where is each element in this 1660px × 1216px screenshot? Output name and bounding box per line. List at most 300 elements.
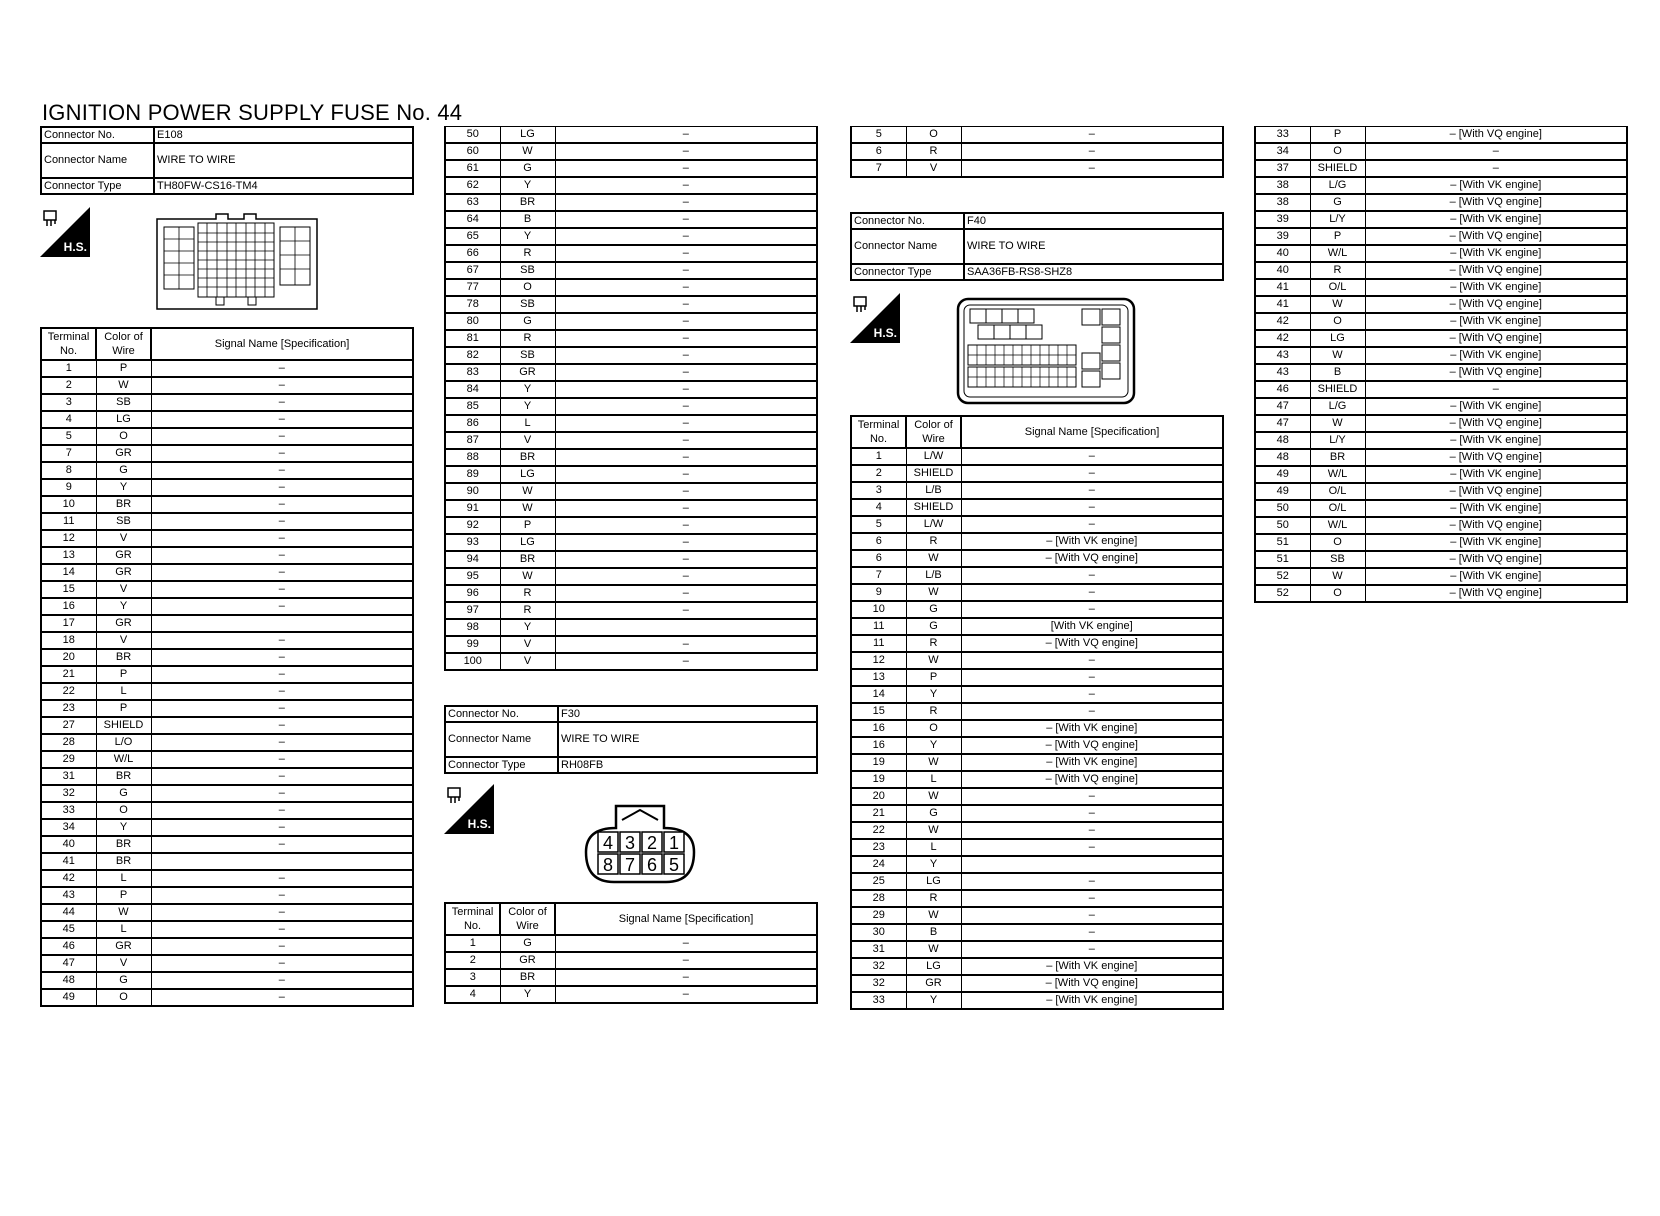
signal-name-cell: – (151, 513, 413, 530)
wire-color-cell: LG (1310, 330, 1365, 347)
wire-color-cell: W (906, 584, 961, 601)
f30-pin-label: 4 (602, 833, 614, 853)
terminal-no-cell: 16 (851, 720, 906, 737)
table-row (445, 449, 817, 466)
signal-name-cell: – (961, 822, 1223, 839)
harness-side-icon (444, 784, 494, 834)
signal-name-cell (151, 853, 413, 870)
table-row (445, 398, 817, 415)
table-row (1255, 432, 1627, 449)
table-row (445, 143, 817, 160)
wire-color-cell: O (1310, 534, 1365, 551)
wire-color-cell: O (1310, 143, 1365, 160)
signal-name-cell: – (151, 479, 413, 496)
signal-name-cell: – [With VQ engine] (961, 975, 1223, 992)
table-row (41, 751, 413, 768)
terminal-no-cell: 98 (445, 619, 500, 636)
terminal-no-cell: 8 (41, 462, 96, 479)
terminal-no-cell: 19 (851, 771, 906, 788)
signal-name-cell: – (555, 432, 817, 449)
wire-color-cell: W (906, 822, 961, 839)
terminal-no-cell: 9 (41, 479, 96, 496)
table-row (1255, 262, 1627, 279)
terminal-no-cell: 88 (445, 449, 500, 466)
terminal-no-cell: 28 (851, 890, 906, 907)
f30-pin-label: 8 (602, 855, 614, 875)
signal-name-cell: – (961, 873, 1223, 890)
table-row (41, 462, 413, 479)
table-row (851, 499, 1223, 516)
table-row (445, 127, 817, 144)
terminal-no-cell: 2 (41, 377, 96, 394)
wire-color-cell: R (500, 330, 555, 347)
table-row (1255, 500, 1627, 517)
table-row (445, 347, 817, 364)
terminal-no-cell: 6 (851, 533, 906, 550)
terminal-no-cell: 3 (445, 969, 500, 986)
signal-name-cell: – (555, 551, 817, 568)
table-row (445, 483, 817, 500)
header-terminal-no: Terminal No. (445, 903, 500, 935)
wire-color-cell: BR (96, 649, 151, 666)
wire-color-cell: G (500, 313, 555, 330)
hs-label: H.S. (873, 326, 897, 340)
terminal-no-cell: 7 (851, 160, 906, 177)
terminal-no-cell: 45 (41, 921, 96, 938)
connector-type-label: Connector Type (851, 264, 964, 280)
signal-name-cell: – [With VK engine] (961, 533, 1223, 550)
signal-name-cell: – (151, 649, 413, 666)
table-row (851, 992, 1223, 1009)
wire-color-cell: W (500, 500, 555, 517)
signal-name-cell: – (961, 788, 1223, 805)
table-row (445, 313, 817, 330)
page-title: IGNITION POWER SUPPLY FUSE No. 44 (42, 100, 463, 125)
signal-name-cell: – (961, 924, 1223, 941)
terminal-no-cell: 87 (445, 432, 500, 449)
f30-pin-label: 7 (624, 855, 636, 875)
table-row (41, 581, 413, 598)
wire-color-cell: W/L (96, 751, 151, 768)
terminal-no-cell: 13 (41, 547, 96, 564)
signal-name-cell: – (151, 751, 413, 768)
terminal-no-cell: 80 (445, 313, 500, 330)
terminal-no-cell: 31 (41, 768, 96, 785)
signal-name-cell: – (961, 465, 1223, 482)
wire-color-cell: W (906, 652, 961, 669)
table-row (1255, 177, 1627, 194)
wire-color-cell: GR (96, 445, 151, 462)
wire-color-cell: O (500, 279, 555, 296)
table-row (1255, 483, 1627, 500)
signal-name-cell: – (555, 364, 817, 381)
wire-color-cell: R (906, 635, 961, 652)
table-row (41, 819, 413, 836)
signal-name-cell: – (555, 330, 817, 347)
wire-color-cell: Y (906, 856, 961, 873)
wire-color-cell: Y (906, 686, 961, 703)
signal-name-cell: – (555, 194, 817, 211)
header-color-of-wire: Color of Wire (96, 328, 151, 360)
signal-name-cell: – (151, 683, 413, 700)
table-row (1255, 127, 1627, 144)
wire-color-cell: L (96, 921, 151, 938)
terminal-no-cell: 40 (41, 836, 96, 853)
signal-name-cell: – (555, 211, 817, 228)
table-row (41, 955, 413, 972)
signal-name-cell: – [With VQ engine] (1365, 194, 1627, 211)
signal-name-cell: – (1365, 160, 1627, 177)
signal-name-cell: – (151, 819, 413, 836)
table-row (851, 686, 1223, 703)
signal-name-cell: – (555, 952, 817, 969)
table-row (445, 262, 817, 279)
f30-pin-label: 3 (624, 833, 636, 853)
wire-color-cell: P (1310, 228, 1365, 245)
terminal-no-cell: 66 (445, 245, 500, 262)
table-row (445, 330, 817, 347)
wire-color-cell: W (96, 377, 151, 394)
terminal-no-cell: 21 (41, 666, 96, 683)
terminal-no-cell: 90 (445, 483, 500, 500)
terminal-no-cell: 96 (445, 585, 500, 602)
signal-name-cell: – (555, 986, 817, 1003)
terminal-no-cell: 39 (1255, 228, 1310, 245)
table-row (445, 602, 817, 619)
table-row (41, 683, 413, 700)
table-row (445, 619, 817, 636)
signal-name-cell (961, 856, 1223, 873)
terminal-no-cell: 40 (1255, 262, 1310, 279)
table-row (1255, 194, 1627, 211)
terminal-no-cell: 11 (851, 635, 906, 652)
signal-name-cell: – (555, 381, 817, 398)
wire-color-cell: SHIELD (96, 717, 151, 734)
wire-color-cell: W (906, 907, 961, 924)
wire-color-cell: SB (500, 262, 555, 279)
wire-color-cell: SB (500, 347, 555, 364)
terminal-no-cell: 4 (41, 411, 96, 428)
signal-name-cell: – [With VK engine] (1365, 245, 1627, 262)
table-row (1255, 245, 1627, 262)
signal-name-cell: – (961, 941, 1223, 958)
terminal-no-cell: 32 (851, 975, 906, 992)
wire-color-cell: Y (500, 986, 555, 1003)
signal-name-cell (555, 619, 817, 636)
wire-color-cell: R (1310, 262, 1365, 279)
wire-color-cell: O (96, 989, 151, 1006)
f30-pin-label: 1 (668, 833, 680, 853)
table-row (41, 972, 413, 989)
wire-color-cell: L/Y (1310, 432, 1365, 449)
terminal-no-cell: 17 (41, 615, 96, 632)
signal-name-cell: – (555, 296, 817, 313)
wire-color-cell: V (500, 636, 555, 653)
wire-color-cell: P (96, 360, 151, 377)
signal-name-cell: – [With VQ engine] (1365, 585, 1627, 602)
table-row (1255, 296, 1627, 313)
terminal-no-cell: 2 (851, 465, 906, 482)
terminal-no-cell: 40 (1255, 245, 1310, 262)
signal-name-cell: – (961, 516, 1223, 533)
signal-name-cell: – (151, 836, 413, 853)
terminal-no-cell: 43 (41, 887, 96, 904)
signal-name-cell: – (151, 938, 413, 955)
table-row (41, 445, 413, 462)
table-row (445, 636, 817, 653)
wire-color-cell: W (1310, 296, 1365, 313)
signal-name-cell: – (961, 669, 1223, 686)
connector-type-label: Connector Type (445, 757, 558, 773)
wire-color-cell: L (96, 870, 151, 887)
signal-name-cell: – (555, 127, 817, 144)
table-row (851, 584, 1223, 601)
header-terminal-no: Terminal No. (851, 416, 906, 448)
signal-name-cell: – [With VQ engine] (1365, 483, 1627, 500)
wire-color-cell: L/B (906, 567, 961, 584)
terminal-no-cell: 31 (851, 941, 906, 958)
table-row (851, 635, 1223, 652)
wire-color-cell: GR (500, 364, 555, 381)
table-row (851, 127, 1223, 144)
signal-name-cell: – (1365, 381, 1627, 398)
wire-color-cell: G (906, 618, 961, 635)
wire-color-cell: O (96, 428, 151, 445)
table-row (851, 550, 1223, 567)
terminal-no-cell: 83 (445, 364, 500, 381)
terminal-no-cell: 43 (1255, 364, 1310, 381)
terminal-no-cell: 16 (41, 598, 96, 615)
signal-name-cell: – (1365, 143, 1627, 160)
wire-color-cell: BR (500, 194, 555, 211)
terminal-no-cell: 44 (41, 904, 96, 921)
table-row (851, 160, 1223, 177)
harness-side-icon (850, 293, 900, 343)
terminal-no-cell: 15 (851, 703, 906, 720)
signal-name-cell: – (555, 585, 817, 602)
signal-name-cell: – (151, 989, 413, 1006)
signal-name-cell: – (151, 887, 413, 904)
signal-name-cell: – (555, 568, 817, 585)
table-row (41, 513, 413, 530)
signal-name-cell: – (555, 935, 817, 952)
terminal-no-cell: 42 (1255, 313, 1310, 330)
wire-color-cell: L (906, 839, 961, 856)
wire-color-cell: L/W (906, 516, 961, 533)
wire-color-cell: B (500, 211, 555, 228)
wire-color-cell: V (500, 432, 555, 449)
connector-no-value: F30 (558, 706, 817, 722)
terminal-no-cell: 6 (851, 550, 906, 567)
table-row (41, 360, 413, 377)
terminal-no-cell: 41 (1255, 296, 1310, 313)
signal-name-cell: – [With VQ engine] (1365, 449, 1627, 466)
harness-side-icon (40, 207, 90, 257)
signal-name-cell: – (555, 969, 817, 986)
terminal-no-cell: 37 (1255, 160, 1310, 177)
terminal-no-cell: 29 (851, 907, 906, 924)
table-row (41, 649, 413, 666)
table-row (41, 394, 413, 411)
terminal-no-cell: 51 (1255, 551, 1310, 568)
table-row (445, 296, 817, 313)
connector-f30-face-diagram (582, 804, 698, 888)
signal-name-cell: – (961, 448, 1223, 465)
wire-color-cell: G (500, 160, 555, 177)
terminal-no-cell: 81 (445, 330, 500, 347)
signal-name-cell: – (151, 428, 413, 445)
table-row (1255, 347, 1627, 364)
table-row (851, 975, 1223, 992)
terminal-no-cell: 33 (1255, 127, 1310, 144)
terminal-no-cell: 61 (445, 160, 500, 177)
terminal-no-cell: 78 (445, 296, 500, 313)
signal-name-cell: – (555, 143, 817, 160)
wire-color-cell: B (906, 924, 961, 941)
signal-name-cell: – (151, 734, 413, 751)
terminal-no-cell: 32 (851, 958, 906, 975)
table-row (41, 717, 413, 734)
connector-info-e108 (40, 126, 414, 195)
terminal-no-cell: 89 (445, 466, 500, 483)
signal-name-cell: – [With VK engine] (1365, 347, 1627, 364)
wire-color-cell: LG (906, 958, 961, 975)
wire-color-cell: L/G (1310, 177, 1365, 194)
table-row (1255, 228, 1627, 245)
wire-color-cell: BR (96, 768, 151, 785)
table-row (851, 720, 1223, 737)
wire-color-cell: W (906, 941, 961, 958)
connector-f40-face-diagram (956, 297, 1136, 407)
table-row (851, 601, 1223, 618)
wire-color-cell: LG (96, 411, 151, 428)
table-row (851, 567, 1223, 584)
table-row (1255, 279, 1627, 296)
connector-type-value: SAA36FB-RS8-SHZ8 (964, 264, 1223, 280)
signal-name-cell: – (555, 177, 817, 194)
terminal-table-e108 (40, 327, 414, 1007)
signal-name-cell: – (151, 530, 413, 547)
table-row (445, 517, 817, 534)
wire-color-cell: L (96, 683, 151, 700)
terminal-no-cell: 62 (445, 177, 500, 194)
connector-name-value: WIRE TO WIRE (558, 722, 817, 757)
wire-color-cell: G (906, 601, 961, 618)
signal-name-cell: – (961, 839, 1223, 856)
wire-color-cell: V (96, 955, 151, 972)
terminal-no-cell: 60 (445, 143, 500, 160)
terminal-no-cell: 22 (851, 822, 906, 839)
wire-color-cell: L/O (96, 734, 151, 751)
wire-color-cell: W (500, 568, 555, 585)
terminal-no-cell: 39 (1255, 211, 1310, 228)
table-row (41, 530, 413, 547)
wire-color-cell: GR (96, 564, 151, 581)
signal-name-cell: – (151, 955, 413, 972)
table-row (1255, 313, 1627, 330)
terminal-no-cell: 14 (41, 564, 96, 581)
wire-color-cell: SB (96, 394, 151, 411)
signal-name-cell: – (151, 768, 413, 785)
wire-color-cell: SB (96, 513, 151, 530)
terminal-no-cell: 12 (851, 652, 906, 669)
table-row (41, 785, 413, 802)
signal-name-cell: – (961, 143, 1223, 160)
terminal-no-cell: 47 (1255, 415, 1310, 432)
terminal-no-cell: 50 (1255, 517, 1310, 534)
table-row (41, 496, 413, 513)
wire-color-cell: SHIELD (1310, 381, 1365, 398)
signal-name-cell: – [With VK engine] (961, 992, 1223, 1009)
table-row (851, 618, 1223, 635)
terminal-no-cell: 10 (851, 601, 906, 618)
wire-color-cell: P (906, 669, 961, 686)
column-2 (444, 126, 818, 1004)
wire-color-cell: G (96, 972, 151, 989)
terminal-no-cell: 33 (851, 992, 906, 1009)
signal-name-cell: – [With VK engine] (1365, 279, 1627, 296)
table-row (851, 924, 1223, 941)
signal-name-cell: – [With VK engine] (1365, 568, 1627, 585)
signal-name-cell: – [With VQ engine] (1365, 262, 1627, 279)
terminal-no-cell: 77 (445, 279, 500, 296)
terminal-no-cell: 67 (445, 262, 500, 279)
header-signal-name: Signal Name [Specification] (555, 903, 817, 935)
wire-color-cell: BR (96, 836, 151, 853)
terminal-no-cell: 13 (851, 669, 906, 686)
connector-type-value: TH80FW-CS16-TM4 (154, 178, 413, 194)
terminal-no-cell: 94 (445, 551, 500, 568)
table-row (445, 364, 817, 381)
f30-pin-label: 2 (646, 833, 658, 853)
terminal-no-cell: 1 (41, 360, 96, 377)
wire-color-cell: W (1310, 347, 1365, 364)
terminal-no-cell: 34 (1255, 143, 1310, 160)
terminal-no-cell: 99 (445, 636, 500, 653)
wire-color-cell: W/L (1310, 466, 1365, 483)
signal-name-cell: – (151, 411, 413, 428)
table-row (41, 411, 413, 428)
table-row (851, 873, 1223, 890)
connector-name-value: WIRE TO WIRE (154, 143, 413, 178)
wire-color-cell: W/L (1310, 245, 1365, 262)
wire-color-cell: B (1310, 364, 1365, 381)
wire-color-cell: O (906, 127, 961, 144)
terminal-no-cell: 64 (445, 211, 500, 228)
terminal-no-cell: 1 (445, 935, 500, 952)
column-1 (40, 126, 414, 1007)
terminal-table-f30-continued (850, 126, 1224, 178)
connector-no-label: Connector No. (41, 127, 154, 143)
signal-name-cell: – (961, 567, 1223, 584)
table-row (41, 428, 413, 445)
table-row (851, 652, 1223, 669)
signal-name-cell: – (961, 805, 1223, 822)
table-row (851, 822, 1223, 839)
wire-color-cell: BR (96, 496, 151, 513)
signal-name-cell: – (151, 921, 413, 938)
connector-no-label: Connector No. (445, 706, 558, 722)
table-row (41, 377, 413, 394)
signal-name-cell: – (555, 228, 817, 245)
wire-color-cell: R (500, 585, 555, 602)
signal-name-cell: – (555, 262, 817, 279)
wire-color-cell: Y (96, 598, 151, 615)
terminal-table-f30 (444, 902, 818, 1004)
signal-name-cell: – (555, 415, 817, 432)
terminal-no-cell: 48 (1255, 432, 1310, 449)
wire-color-cell: Y (500, 381, 555, 398)
